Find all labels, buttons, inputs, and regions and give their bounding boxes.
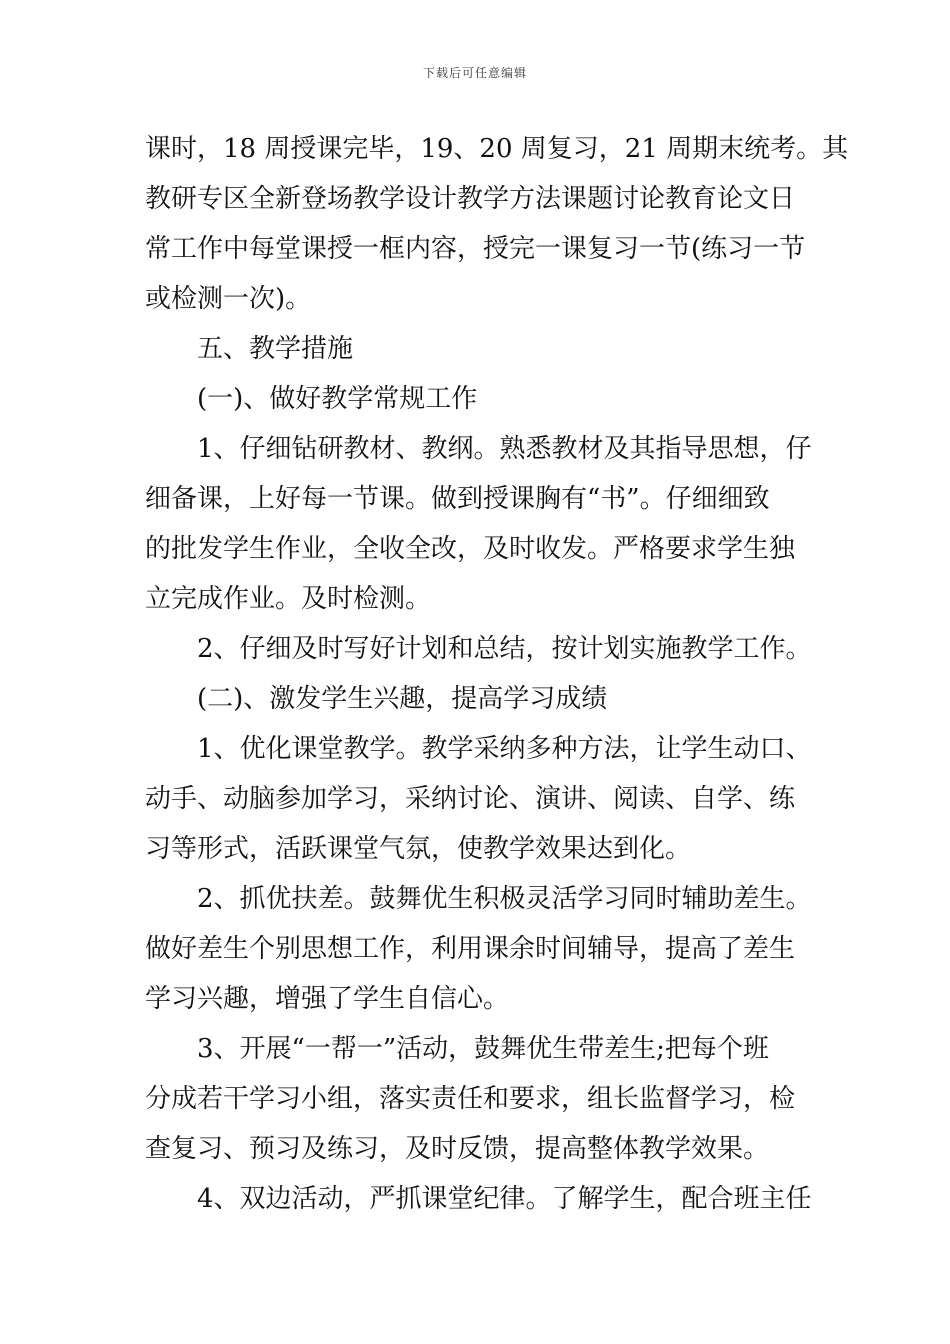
page-header: 下载后可任意编辑: [422, 66, 527, 80]
text-line: 1、仔细钻研教材、教纲。熟悉教材及其指导思想，仔: [197, 434, 812, 464]
subsection-heading: (二)、激发学生兴趣，提高学习成绩: [197, 684, 608, 714]
subsection-heading: (一)、做好教学常规工作: [197, 384, 478, 414]
text-line: 4、双边活动，严抓课堂纪律。了解学生，配合班主任: [197, 1184, 812, 1214]
text-line: 课时，18 周授课完毕，19、20 周复习，21 周期末统考。其: [145, 134, 849, 164]
text-line: 常工作中每堂课授一框内容，授完一课复习一节(练习一节: [145, 234, 806, 264]
text-line: 教研专区全新登场教学设计教学方法课题讨论教育论文日: [145, 184, 796, 214]
text-line: 做好差生个别思想工作，利用课余时间辅导，提高了差生: [145, 934, 796, 964]
text-line: 查复习、预习及练习，及时反馈，提高整体教学效果。: [145, 1134, 770, 1164]
text-line: 学习兴趣，增强了学生自信心。: [145, 984, 510, 1014]
text-line: 2、仔细及时写好计划和总结，按计划实施教学工作。: [197, 634, 812, 664]
text-line: 立完成作业。及时检测。: [145, 584, 432, 614]
section-heading: 五、教学措施: [197, 334, 354, 364]
text-line: 的批发学生作业，全收全改，及时收发。严格要求学生独: [145, 534, 796, 564]
text-line: 细备课，上好每一节课。做到授课胸有“书”。仔细细致: [145, 484, 770, 514]
text-line: 3、开展“一帮一”活动，鼓舞优生带差生;把每个班: [197, 1034, 769, 1064]
text-line: 分成若干学习小组，落实责任和要求，组长监督学习，检: [145, 1084, 796, 1114]
text-line: 动手、动脑参加学习，采纳讨论、演讲、阅读、自学、练: [145, 784, 796, 814]
text-line: 习等形式，活跃课堂气氛，使教学效果达到化。: [145, 834, 692, 864]
text-line: 或检测一次)。: [145, 284, 312, 314]
text-line: 2、抓优扶差。鼓舞优生积极灵活学习同时辅助差生。: [197, 884, 812, 914]
text-line: 1、优化课堂教学。教学采纳多种方法，让学生动口、: [197, 734, 812, 764]
